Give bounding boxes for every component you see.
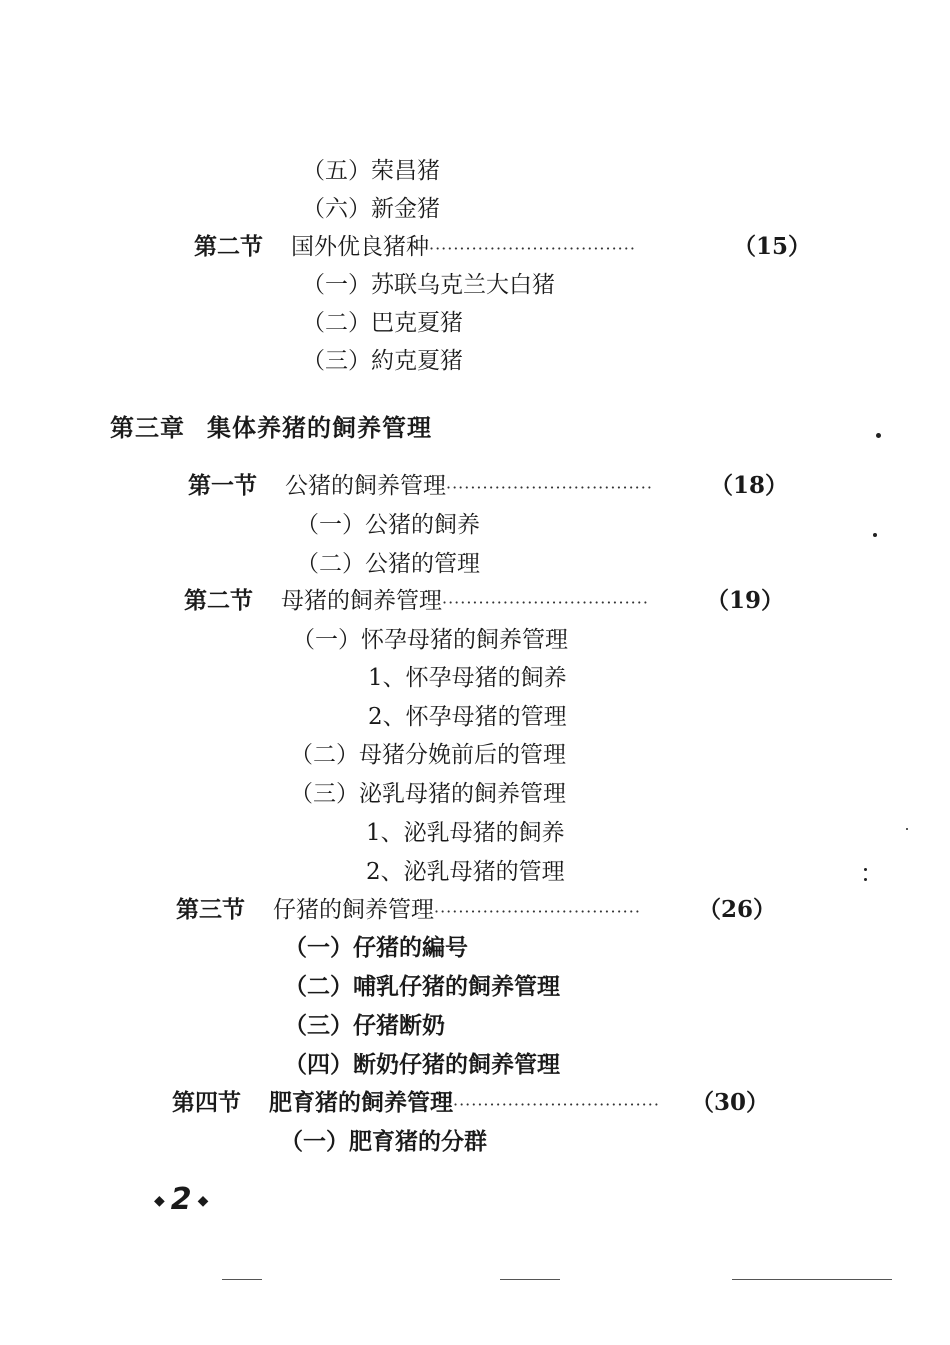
page-number — [148, 1182, 214, 1217]
toc-entry — [280, 1127, 487, 1157]
entry-label: （五）荣昌猪 — [302, 158, 440, 184]
toc-section-entry — [188, 471, 788, 503]
chapter-number: 第三章 — [110, 413, 185, 442]
chapter-heading — [110, 413, 432, 443]
entry-label: （一）公猪的飼养 — [296, 512, 480, 538]
scan-line — [500, 1279, 560, 1280]
entry-label: （三）約克夏猪 — [302, 348, 463, 374]
entry-label: 2、泌乳母猪的管理 — [366, 859, 565, 885]
toc-section-entry — [176, 895, 776, 927]
scan-speck — [864, 878, 867, 881]
scan-line — [732, 1279, 892, 1280]
entry-label: 2、怀孕母猪的管理 — [368, 704, 567, 730]
chapter-title: 集体养猪的飼养管理 — [207, 413, 432, 442]
page-ref: （18） — [710, 472, 789, 499]
section-number: 第四节 — [172, 1089, 241, 1116]
leader-dots: ·································· — [442, 593, 649, 612]
toc-entry — [284, 972, 560, 1002]
toc-subentry — [368, 702, 567, 732]
scan-speck — [876, 433, 881, 438]
scan-speck — [906, 828, 908, 830]
section-number: 第二节 — [194, 233, 263, 260]
entry-label: （二）哺乳仔猪的飼养管理 — [284, 973, 560, 1000]
page-ref: （15） — [733, 233, 812, 260]
toc-entry — [296, 549, 480, 579]
toc-entry — [284, 933, 468, 963]
toc-entry — [292, 625, 568, 655]
page-ref: （26） — [698, 896, 777, 923]
page-ref: （19） — [706, 587, 785, 614]
section-title: 仔猪的飼养管理 — [273, 897, 434, 923]
toc-subentry — [366, 857, 565, 887]
leader-dots: ·································· — [446, 478, 653, 497]
scan-speck — [873, 533, 877, 537]
entry-label: （一）怀孕母猪的飼养管理 — [292, 627, 568, 653]
toc-entry — [296, 510, 480, 540]
toc-entry — [302, 194, 440, 224]
toc-entry — [284, 1050, 560, 1080]
entry-label: （六）新金猪 — [302, 196, 440, 222]
section-title: 母猪的飼养管理 — [281, 588, 442, 614]
toc-entry — [290, 779, 566, 809]
section-title: 公猪的飼养管理 — [285, 473, 446, 499]
section-title: 国外优良猪种 — [291, 234, 429, 260]
scan-speck — [864, 868, 867, 871]
section-number: 第二节 — [184, 587, 253, 614]
leader-dots: ·································· — [434, 902, 641, 921]
entry-label: （四）断奶仔猪的飼养管理 — [284, 1051, 560, 1078]
ornament-right: ◆ — [197, 1192, 209, 1209]
entry-label: （一）肥育猪的分群 — [280, 1128, 487, 1155]
toc-entry — [284, 1011, 445, 1041]
entry-label: （一）仔猪的編号 — [284, 934, 468, 961]
toc-section-entry — [184, 586, 784, 618]
toc-entry — [302, 308, 463, 338]
page-ref: （30） — [691, 1089, 770, 1116]
entry-label: （三）仔猪断奶 — [284, 1012, 445, 1039]
leader-dots: ·································· — [429, 239, 636, 258]
toc-entry — [302, 346, 463, 376]
entry-label: 1、怀孕母猪的飼养 — [368, 665, 567, 691]
leader-dots: ·································· — [453, 1095, 660, 1114]
entry-label: （一）苏联乌克兰大白猪 — [302, 272, 555, 298]
section-number: 第一节 — [188, 472, 257, 499]
entry-label: 1、泌乳母猪的飼养 — [366, 820, 565, 846]
toc-entry — [302, 270, 555, 300]
entry-label: （二）母猪分娩前后的管理 — [290, 742, 566, 768]
entry-label: （三）泌乳母猪的飼养管理 — [290, 781, 566, 807]
entry-label: （二）公猪的管理 — [296, 551, 480, 577]
toc-section-entry — [194, 232, 811, 264]
section-number: 第三节 — [176, 896, 245, 923]
ornament-left: ◆ — [154, 1192, 165, 1209]
toc-subentry — [366, 818, 565, 848]
page-number-text: 2 — [170, 1182, 192, 1217]
section-title: 肥育猪的飼养管理 — [269, 1089, 453, 1116]
scan-line — [222, 1279, 262, 1280]
toc-entry — [290, 740, 566, 770]
toc-entry — [302, 156, 440, 186]
toc-section-entry — [172, 1088, 769, 1120]
toc-subentry — [368, 663, 567, 693]
entry-label: （二）巴克夏猪 — [302, 310, 463, 336]
